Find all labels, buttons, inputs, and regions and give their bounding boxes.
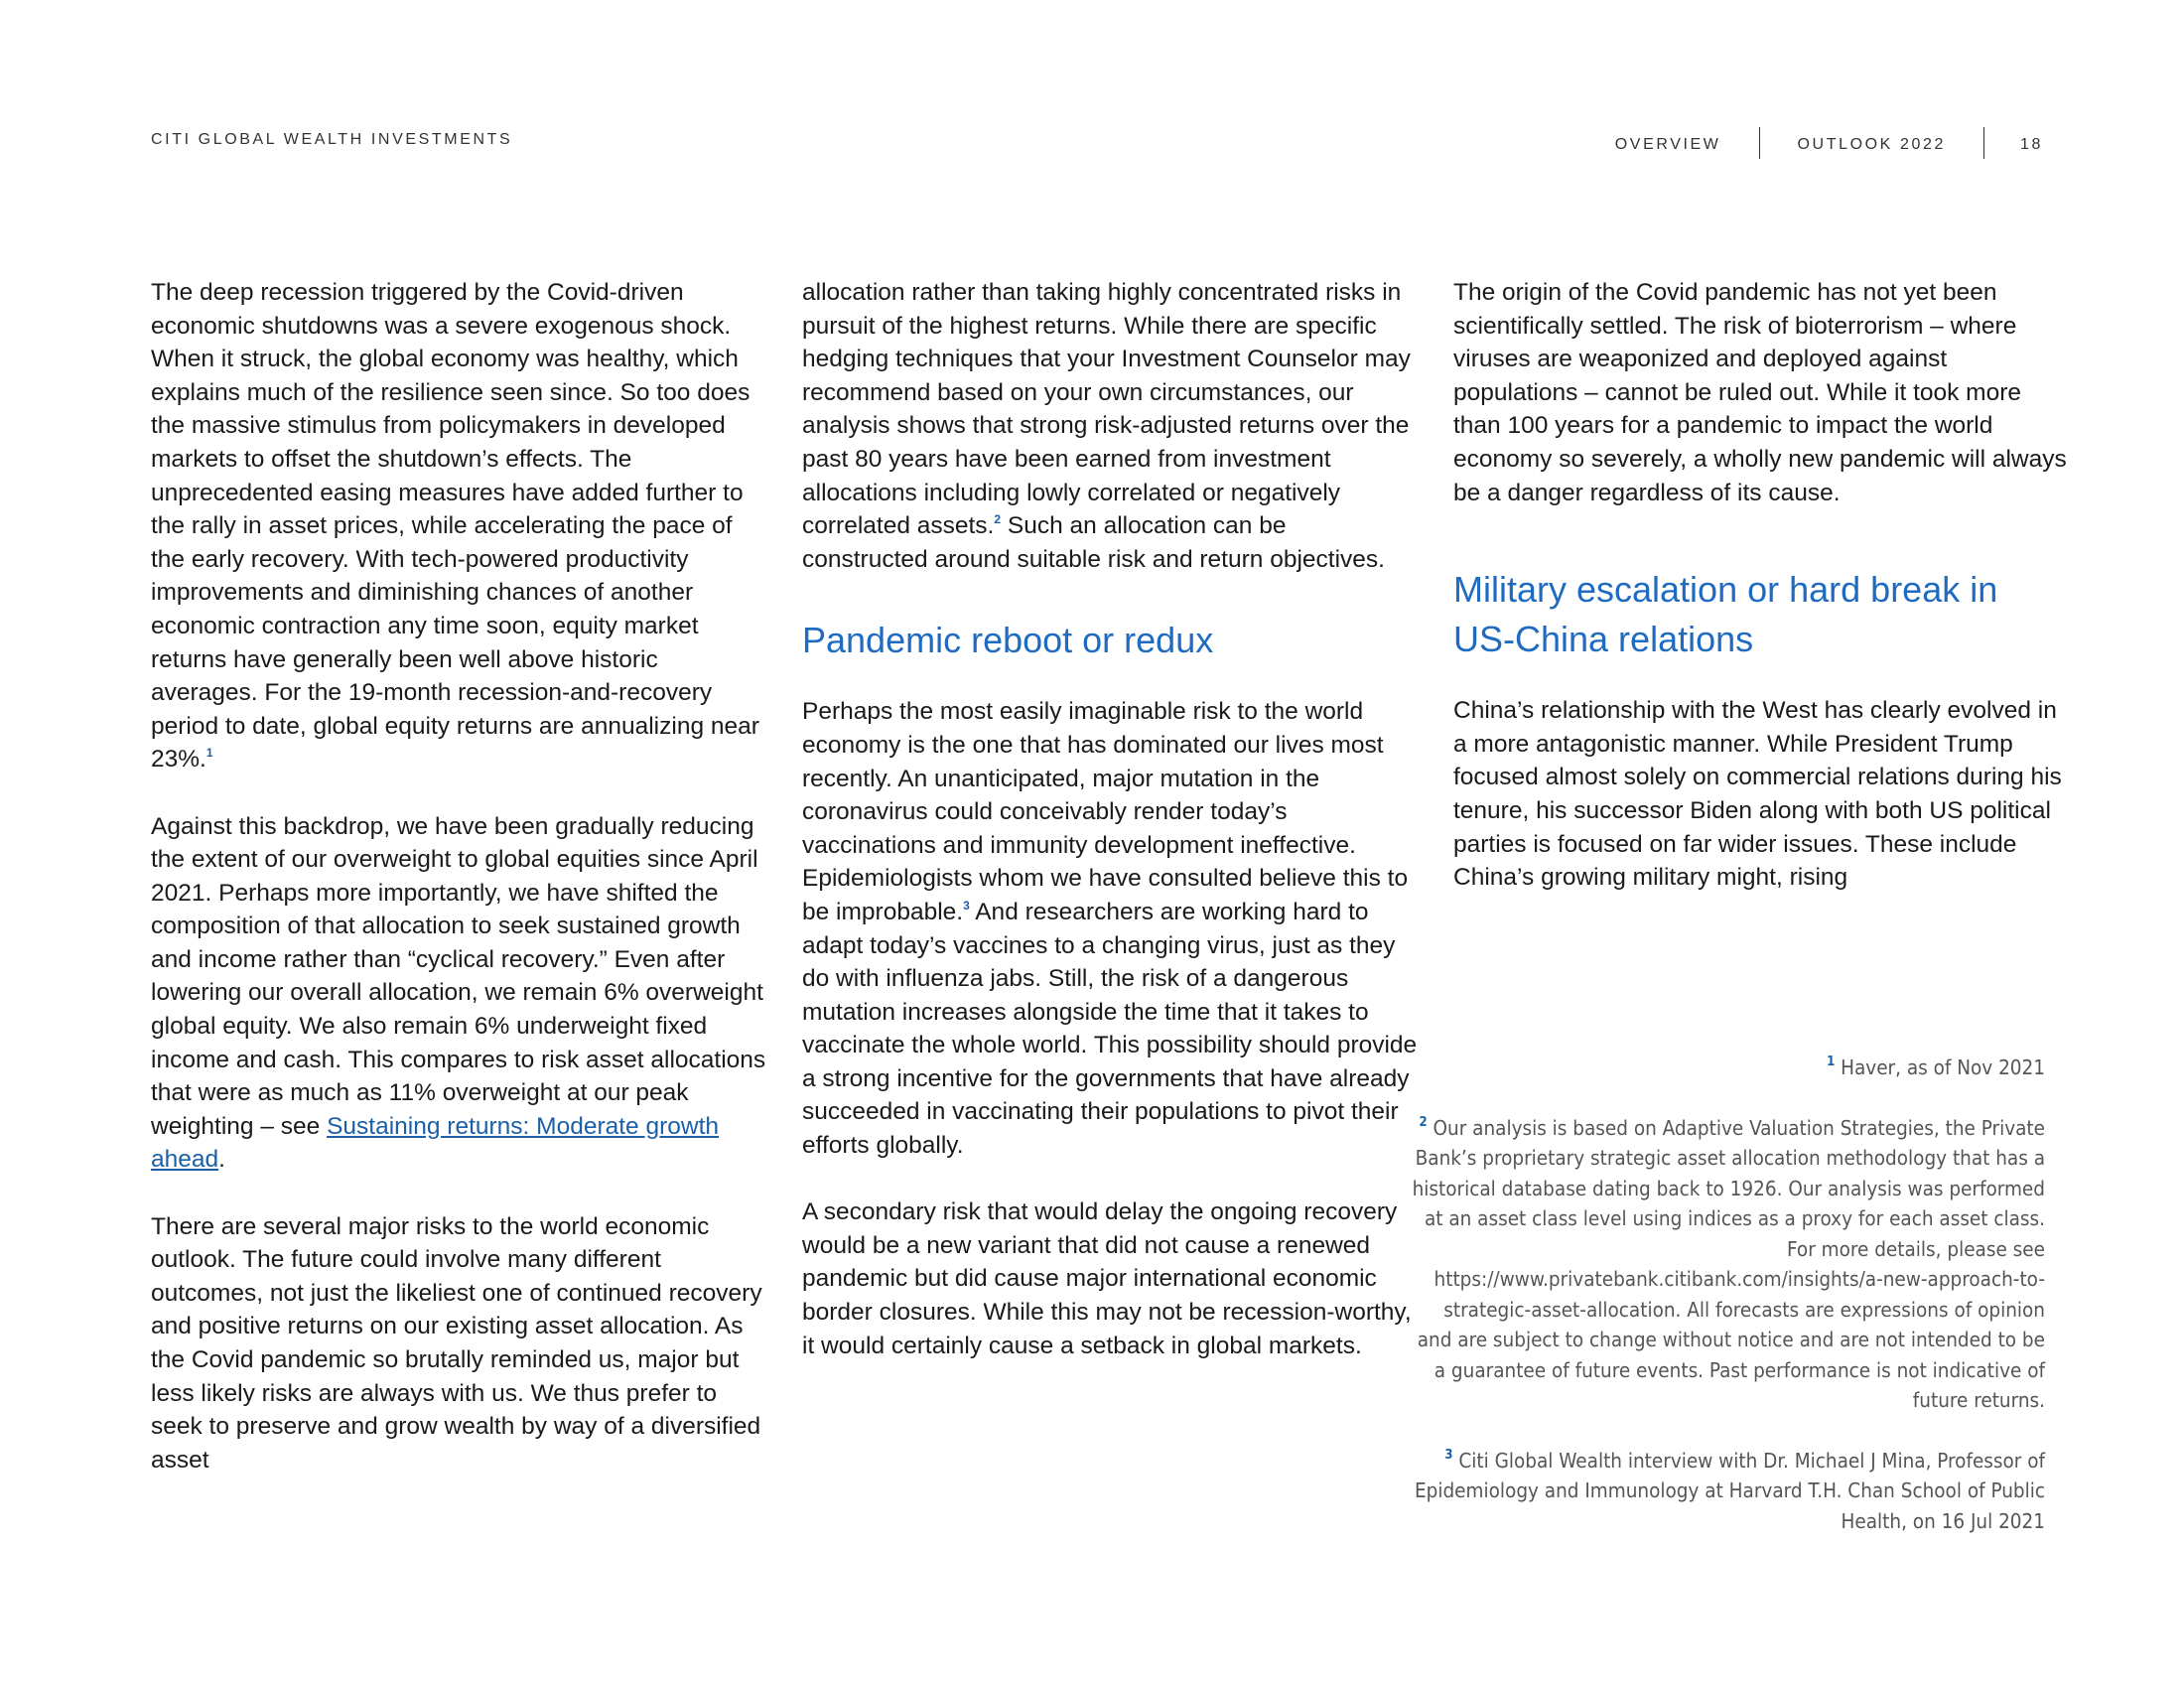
paragraph: The origin of the Covid pandemic has not yet been scientifically settled. The risk of bioterrorism – where viruses are weaponized and deployed against populations – cannot be ruled out. While it took more than 100 years for a pandemic to impact the world economy so severely, a wholly new pandemic will always be a danger regardless of its cause. [1453,279,2067,506]
footnote: $^2$ Our analysis is based on Adaptive Valuation Strategies, the Private Bank’s proprietary strategic asset allocation methodology that has a historical database dating back to 1926. Our analysis was performed at an asset class level using indices as a proxy for each asset class. For more details, please see https://www.privatebank.citibank.com/insights/a-new-approach-to-strategic-asset-allocation. All forecasts are expressions of opinion and are subject to change without notice and are not intended to be a guarantee of future events. Past performance is not indicative of future returns. [1412,1114,2045,1412]
paragraph: Perhaps the most easily imaginable risk to the world economy is the one that has dominated our lives most recently. An unanticipated, major mutation in the coronavirus could conceivably render today’s vaccinations and immunity development ineffective. Epidemiologists whom we have consulted believe this to be improbable.$^3$ And researchers are working hard to adapt today’s vaccines to a changing virus, just as they do with influenza jabs. Still, the risk of a dangerous mutation increases alongside the time that it takes to vaccinate the whole world. This possibility should provide a strong incentive for the governments that have already succeeded in vaccinating their populations to pivot their efforts globally. [802,698,1418,1160]
paragraph: A secondary risk that would delay the ongoing recovery would be a new variant that did not cause a renewed pandemic but did cause major international economic border closures. While this may not be recession-worthy, it would certainly cause a setback in global markets. [802,1198,1412,1359]
footnote-ref[interactable]: 2 [994,512,1002,527]
footnotes [1410,1053,2045,1566]
footnote-ref[interactable]: 3 [963,898,970,913]
paragraph: China’s relationship with the West has clearly evolved in a more antagonistic manner. While President Trump focused almost solely on commercial relations during his tenure, his successor Biden along with both US political parties is focused on far wider issues. These include China’s growing military might, rising [1453,697,2062,892]
section-heading: Pandemic reboot or redux [802,620,1214,661]
paragraph: Against this backdrop, we have been gradually reducing the extent of our overweight to global equities since April 2021. Perhaps more importantly, we have shifted the composition of that allocation to seek sustained growth and income rather than “cyclical recovery.” Even after lowering our overall allocation, we remain 6% overweight global equity. We also remain 6% underweight fixed income and cash. This compares to risk asset allocations that were as much as 11% overweight at our peak weighting – see Sustaining returns: Moderate growth ahead. [151,812,766,1174]
header-nav [1577,131,2043,159]
column-3 [1453,276,2069,927]
column-2 [802,276,1418,1396]
paragraph: allocation rather than taking highly concentrated risks in pursuit of the highest returns. While there are specific hedging techniques that your Investment Counselor may recommend based on your own circumstances, our analysis shows that strong risk-adjusted returns over the past 80 years have been earned from investment allocations including lowly correlated or negatively correlated assets.$^2$ Such an allocation can be constructed around suitable risk and return objectives. [802,279,1411,573]
footnote: $^3$ Citi Global Wealth interview with Dr. Michael J Mina, Professor of Epidemiology and Immunology at Harvard T.H. Chan School of Public Health, on 16 Jul 2021 [1414,1447,2045,1533]
footnote-ref[interactable]: 1 [205,746,213,761]
footnote: $^1$ Haver, as of Nov 2021 [1827,1055,2045,1079]
publication-label: OUTLOOK 2022 [1797,136,1946,153]
column-1 [151,276,766,1510]
page-number: 18 [2020,136,2043,153]
sustaining-returns-link[interactable]: Sustaining returns: Moderate growth ahead [151,1112,720,1174]
section-heading: Military escalation or hard break in US-China relations [1453,569,1998,660]
paragraph: There are several major risks to the world economic outlook. The future could involve many different outcomes, not just the likeliest one of continued recovery and positive returns on our existing asset allocation. As the Covid pandemic so brutally reminded us, major but less likely risks are always with us. We thus prefer to seek to preserve and grow wealth by way of a diversified asset [151,1212,762,1474]
paragraph: The deep recession triggered by the Covid-driven economic shutdowns was a severe exogenous shock. When it struck, the global economy was healthy, which explains much of the resilience seen since. So too does the massive stimulus from policymakers in developed markets to offset the shutdown’s effects. The unprecedented easing measures have added further to the rally in asset prices, while accelerating the pace of the early recovery. With tech-powered productivity improvements and diminishing chances of another economic contraction any time soon, equity market returns have generally been well above historic averages. For the 19-month recession-and-recovery period to date, global equity returns are annualizing near 23%.$^1$ [151,279,759,774]
brand-label: CITI GLOBAL WEALTH INVESTMENTS [151,131,513,148]
section-label: OVERVIEW [1614,136,1721,153]
page-header [0,131,2184,161]
